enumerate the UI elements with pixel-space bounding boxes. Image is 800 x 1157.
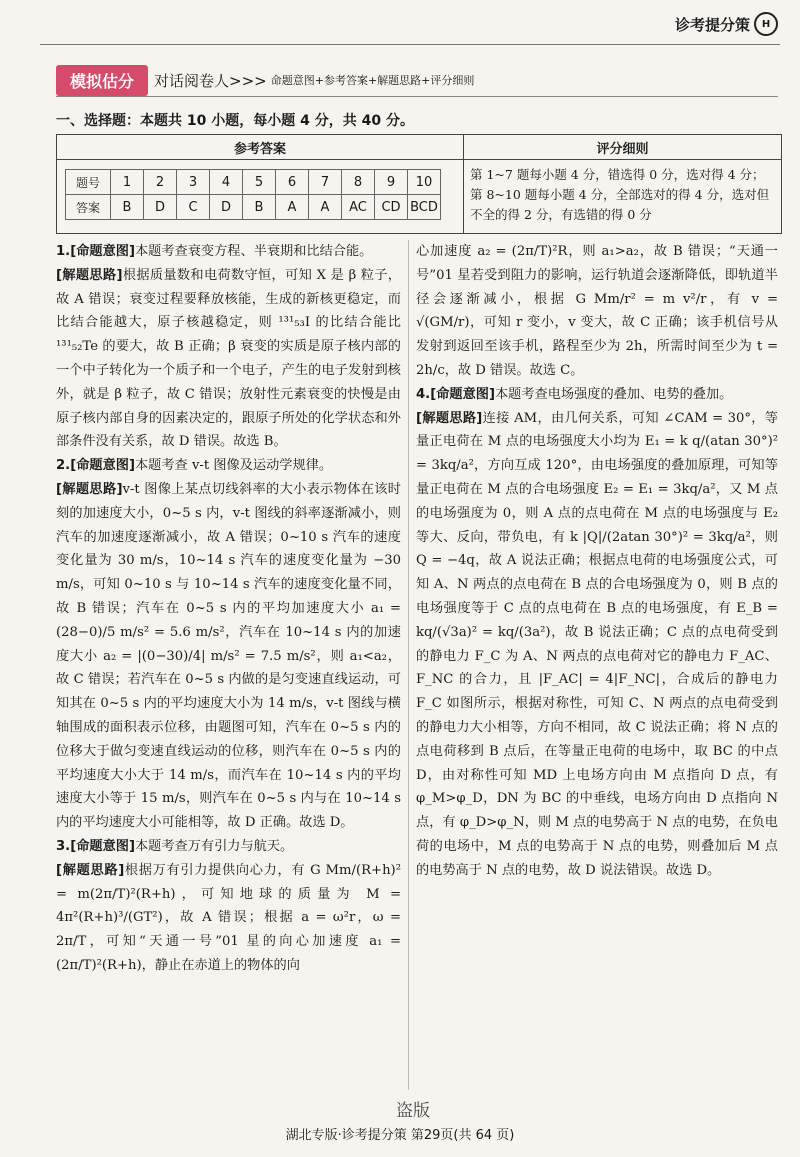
answer-cell: BCD	[408, 195, 441, 220]
banner-text: 对话阅卷人>>>	[154, 71, 267, 90]
solution-paragraph	[56, 264, 401, 454]
question-number: 6	[276, 170, 309, 195]
answer-box	[56, 134, 782, 234]
scoring-panel	[464, 135, 781, 233]
scoring-rules	[470, 165, 775, 225]
watermark: 盗版	[396, 1101, 430, 1121]
paragraph-text: 根据质量数和电荷数守恒，可知 X 是 β 粒子，故 A 错误；衰变过程要释放核能，生成的新核更稳定，而比结合能越大，原子核越稳定，则 ¹³¹₅₃I 的比结合能比 ¹³¹₅₂Te 的要大，故 B 正确；β 衰变的实质是原子核内部的一个中子转化为一个质子和一个电子，产生的电子发射到核外，就是 β 粒子，故 C 错误；放射性元素衰变的快慢是由原子核内部自身的因素决定的，跟原子所处的化学状态和外部条件没有关系，故 D 错误。故选 B。	[56, 267, 401, 450]
solution-paragraph	[416, 383, 778, 407]
section-tag: [命题意图]	[70, 838, 135, 854]
solution-paragraph	[56, 454, 401, 478]
paragraph-text: 本题考查 v-t 图像及运动学规律。	[135, 458, 333, 474]
number-row-label: 题号	[66, 170, 111, 195]
number-row	[66, 170, 441, 195]
brand	[675, 12, 778, 36]
banner-label: 模拟估分	[56, 65, 148, 96]
question-number: 1	[111, 170, 144, 195]
left-column	[56, 240, 401, 978]
solution-paragraph	[56, 859, 401, 978]
section-tag: [命题意图]	[70, 458, 135, 474]
question-number: 10	[408, 170, 441, 195]
paragraph-text: 本题考查万有引力与航天。	[135, 838, 294, 854]
answer-cell: D	[210, 195, 243, 220]
answer-cell: B	[243, 195, 276, 220]
answer-cell: A	[309, 195, 342, 220]
banner-subtitle: 命题意图+参考答案+解题思路+评分细则	[270, 74, 475, 87]
answer-cell: CD	[375, 195, 408, 220]
answer-cell: A	[276, 195, 309, 220]
answer-key-panel	[57, 135, 464, 233]
paragraph-text: 心加速度 a₂ = (2π/T)²R，则 a₁>a₂，故 B 错误；“天通一号”01 星若受到阻力的影响，运行轨道会逐渐降低，即轨道半径会逐渐减小，根据 G Mm/r² = m v²/r，有 v = √(GM/r)，可知 r 变小，v 变大，故 C 正确；该手机信号从发射到返回至该手机，路程至少为 2h，所需时间至少为 t = 2h/c，故 D 错误。故选 C。	[416, 244, 778, 378]
banner-divider	[56, 96, 778, 97]
answer-cell: C	[177, 195, 210, 220]
section-tag: [命题意图]	[430, 386, 495, 402]
paragraph-text: v-t 图像上某点切线斜率的大小表示物体在该时刻的加速度大小，0~5 s 内，v-t 图线的斜率逐渐减小，则汽车的加速度逐渐减小，故 A 错误；0~10 s 汽车的速度变化量为 30 m/s，10~14 s 汽车的速度变化量为 −30 m/s，可知 0~10 s 与 10~14 s 汽车的速度变化量不同，故 B 错误；汽车在 0~5 s 内的平均加速度大小 a₁ = (28−0)/5 m/s² = 5.6 m/s²，汽车在 10~14 s 内的加速度大小 a₂ = |(0−30)/4| m/s² = 7.5 m/s²，则 a₁<a₂，故 C 错误；若汽车在 0~5 s 内做的是匀变速直线运动，可知其在 0~5 s 内的平均速度大小为 14 m/s，v-t 图线与横轴围成的面积表示位移，由题图可知，汽车在 0~5 s 内的位移大于做匀变速直线运动的位移，则汽车在 0~5 s 内的平均速度大小大于 14 m/s，而汽车在 10~14 s 内的平均速度大小等于 15 m/s，则汽车在 0~5 s 内与在 10~14 s 内的平均速度大小可能相等，故 D 正确。故选 D。	[56, 481, 401, 831]
scoring-line: 第 1~7 题每小题 4 分，错选得 0 分，选对得 4 分；	[470, 167, 765, 182]
question-number: 3	[177, 170, 210, 195]
paragraph-text: 本题考查电场强度的叠加、电势的叠加。	[495, 386, 733, 402]
question-number: 7	[309, 170, 342, 195]
scoring-title: 评分细则	[464, 135, 781, 160]
section-tag: [解题思路]	[56, 481, 123, 497]
right-column	[416, 240, 778, 883]
answer-key-title: 参考答案	[57, 135, 463, 160]
scoring-line: 第 8~10 题每小题 4 分，全部选对的得 4 分，选对但不全的得 2 分，有选错的得 0 分	[470, 187, 770, 222]
solution-paragraph	[56, 478, 401, 835]
answer-row	[66, 195, 441, 220]
solution-paragraph	[416, 407, 778, 883]
column-divider	[408, 240, 409, 1090]
question-number: 1.	[56, 244, 71, 259]
question-number: 3.	[56, 838, 71, 854]
solution-paragraph	[56, 240, 401, 264]
question-number: 9	[375, 170, 408, 195]
section-intro: 一、选择题：本题共 10 小题，每小题 4 分，共 40 分。	[56, 113, 414, 129]
solution-paragraph	[56, 835, 401, 859]
question-number: 4.	[416, 386, 431, 402]
page-footer: 湖北专版·诊考提分策 第29页(共 64 页)	[285, 1128, 515, 1143]
answer-cell: D	[144, 195, 177, 220]
section-tag: [解题思路]	[416, 410, 483, 426]
section-banner	[56, 66, 474, 94]
section-tag: [解题思路]	[56, 862, 125, 878]
question-number: 5	[243, 170, 276, 195]
solution-paragraph	[416, 240, 778, 383]
section-tag: [解题思路]	[56, 267, 123, 283]
answer-table	[65, 169, 441, 220]
paragraph-text: 连接 AM，由几何关系，可知 ∠CAM = 30°，等量正电荷在 M 点的电场强度大小均为 E₁ = k q/(atan 30°)² = 3kq/a²，方向互成 120°，由电场强度的叠加原理，可知等量正电荷在 M 点的合电场强度 E₂ = E₁ = 3kq/a²，又 M 点的电场强度为 0，则 A 点的点电荷在 M 点的电场强度与 E₂ 等大、反向，带负电，有 k |Q|/(2atan 30°)² = 3kq/a²，则 Q = −4q，故 A 说法正确；根据点电荷的电场强度公式，可知 A、N 两点的点电荷在 B 点的合电场强度为 0，则 B 点的电场强度等于 C 点的点电荷在 B 点的电场强度，有 E_B = kq/(√3a)² = kq/(3a²)，故 B 说法正确；C 点的点电荷受到的静电力 F_C 为 A、N 两点的点电荷对它的静电力 F_AC、F_NC 的合力，且 |F_AC| = 4|F_NC|，合成后的静电力 F_C 如图所示，根据对称性，可知 C、N 两点的点电荷受到的静电力大小相等，方向不相同，故 C 说法正确；将 N 点的点电荷移到 B 点后，在等量正电荷的电场中，取 BC 的中点 D，由对称性可知 MD 上电场方向由 M 点指向 D 点，有 φ_M>φ_D，DN 为 BC 的中垂线，电场方向由 D 点指向 N 点，有 φ_D>φ_N，则 M 点的电势高于 N 点的电势，在负电荷的电场中，M 点的电势高于 N 点的电势，则叠加后 M 点的电势高于 N 点的电势，故 D 说法错误。故选 D。	[416, 410, 778, 878]
paragraph-text: 根据万有引力提供向心力，有 G Mm/(R+h)² = m(2π/T)²(R+h)，可知地球的质量为 M = 4π²(R+h)³/(GT²)，故 A 错误；根据 a = ω²r，ω = 2π/T，可知“天通一号”01 星的向心加速度 a₁ = (2π/T)²(R+h)，静止在赤道上的物体的向	[56, 862, 401, 973]
paragraph-text: 本题考查衰变方程、半衰期和比结合能。	[135, 244, 373, 259]
question-number: 4	[210, 170, 243, 195]
brand-name: 诊考提分策	[674, 15, 750, 34]
answer-cell: AC	[342, 195, 375, 220]
answer-cell: B	[111, 195, 144, 220]
answer-row-label: 答案	[66, 195, 111, 220]
question-number: 2.	[56, 458, 71, 474]
section-tag: [命题意图]	[70, 244, 135, 259]
question-number: 2	[144, 170, 177, 195]
brand-logo-icon: H	[754, 12, 778, 36]
top-divider	[40, 44, 780, 45]
question-number: 8	[342, 170, 375, 195]
